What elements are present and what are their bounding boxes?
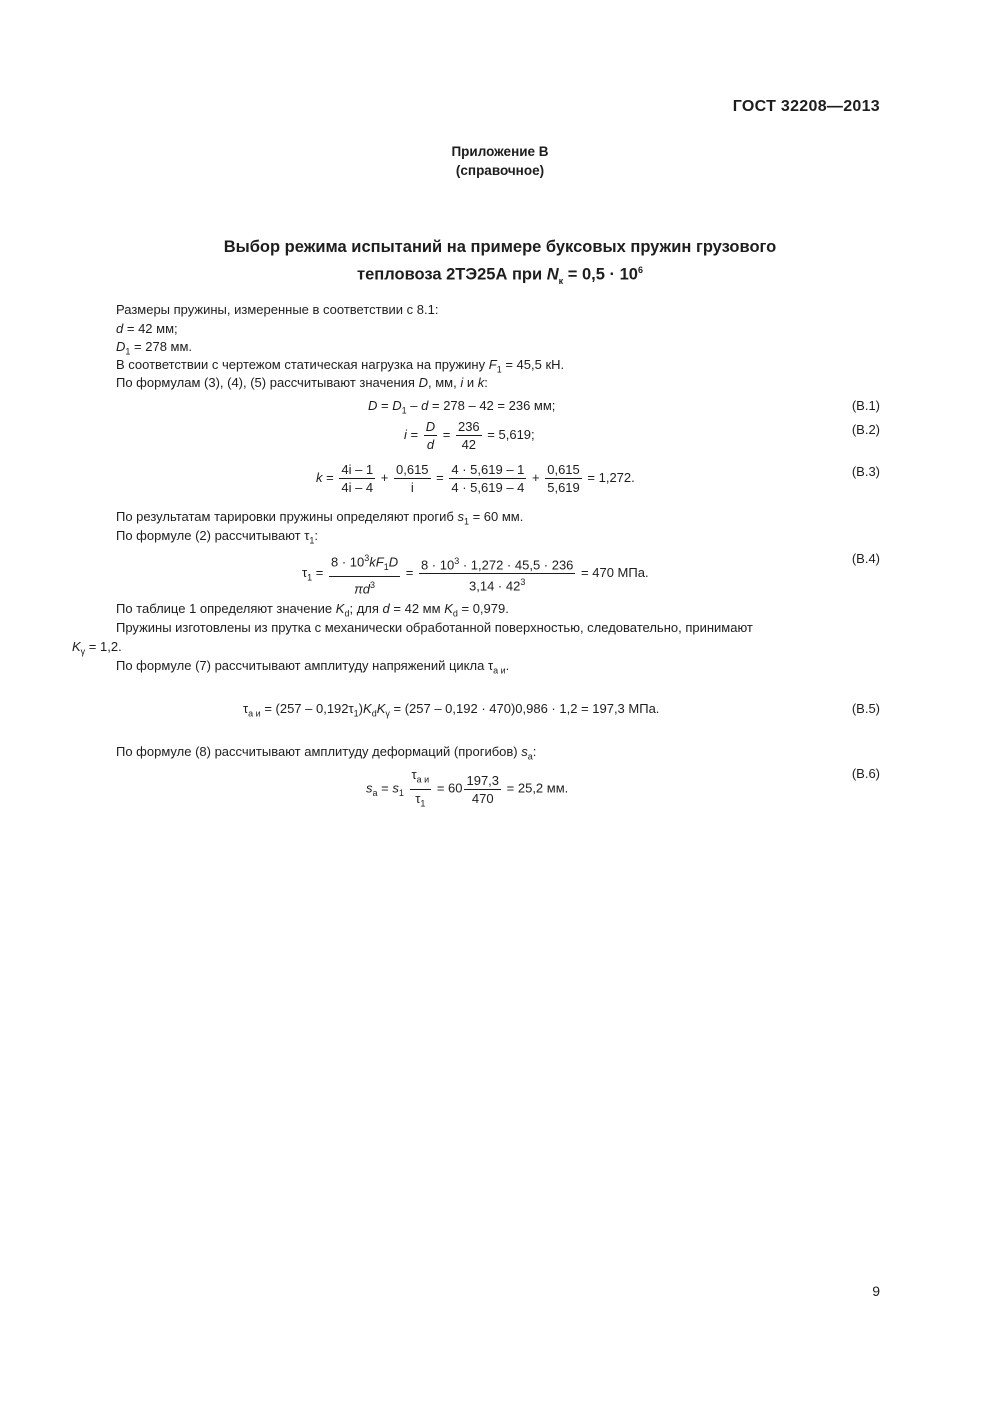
b3-f3-num: 4 · 5,619 – 1 [451,462,525,477]
b5-rest: = (257 – 0,192 · 470)0,986 · 1,2 = 197,3 МПа. [393,701,660,716]
b5-lhs: τ [243,701,249,716]
b4-f2-num-b: · 1,272 · 45,5 · 236 [459,557,574,573]
b1-d: d [421,398,429,413]
b1-eq: = [381,398,389,413]
b5-K1: K [363,701,372,716]
formula7-line [116,658,509,676]
b5-part2: ) [358,701,364,716]
b3-f3-den: 4 · 5,619 – 4 [451,480,525,495]
table-d-value: = 42 мм [393,601,441,616]
main-title-value: = 0,5 · 10 [567,265,638,284]
intro-load-text: В соответствии с чертежом статическая нагрузка на пружину [116,357,486,372]
intro-line5 [116,375,488,390]
b3-f2-num: 0,615 [396,462,429,477]
table-Kd2: K [444,601,453,616]
calib-line1 [116,509,523,527]
springs-line: Пружины изготовлены из прутка с механически обработанной поверхностью, следовательно, принимают [116,620,753,635]
intro-D1-var: D [116,339,126,354]
b1-minus: – [410,398,418,413]
equation-b4-number: (В.4) [851,551,880,566]
b2-eq2: = [442,426,451,442]
formula8-end: : [532,744,537,759]
intro-D1-value: = 278 мм. [134,339,193,354]
b5-part1: = (257 – 0,192τ [264,701,354,716]
table-d: d [382,601,390,616]
b6-f2-den: 470 [471,790,494,806]
appendix-heading [0,142,1000,180]
formula8-line [116,744,536,762]
intro-F1-var: F [488,357,497,372]
main-title-var: N [546,265,559,284]
b2-num1: D [425,419,436,434]
b6-s1: s [392,780,399,796]
b1-rest: = 278 – 42 = 236 мм; [431,398,556,413]
b3-result: = 1,272. [587,469,635,485]
intro-line1: Размеры пружины, измеренные в соответствии с 8.1: [116,302,439,317]
b4-f1-num-a: 8 · 10 [331,554,365,570]
equation-b5 [243,701,659,719]
intro-mm: , мм, [427,375,457,390]
b6-frac2 [464,772,501,807]
b2-result: = 5,619; [487,426,535,442]
b6-s1-sub: 1 [398,788,404,799]
b2-den1: d [426,437,435,452]
calib-s1-sub: 1 [463,516,469,527]
b4-f2-den: 3,14 · 42 [469,578,521,594]
intro-line4 [116,357,564,375]
table-line [116,601,509,619]
formula8-text: По формуле (8) рассчитывают амплитуду деформаций (прогибов) [116,744,518,759]
equation-b1 [368,398,555,416]
b2-den2: 42 [461,437,477,452]
main-title-var-sub: к [558,275,564,286]
b1-D-sub: 1 [401,405,407,416]
table-Kd-sub: d [344,608,350,619]
intro-F1-sub: 1 [496,364,502,375]
page-number: 9 [872,1283,880,1299]
b4-eq: = [315,565,324,581]
b1-lhs: D [368,398,378,413]
main-title [0,236,1000,293]
calib-value: = 60 мм. [472,509,524,524]
equation-b3-number: (В.3) [851,464,880,479]
b1-D: D [392,398,402,413]
intro-D1-sub: 1 [125,346,131,357]
b3-f4-num: 0,615 [547,462,580,477]
intro-k: k [477,375,485,390]
b4-f1-num-exp: 3 [364,553,370,563]
springs-line2 [72,639,122,657]
b2-frac2 [456,418,482,453]
calib-text: По результатам тарировки пружины определяют прогиб [116,509,454,524]
b4-lhs: τ [302,565,308,581]
intro-d-var: d [116,321,124,336]
formula8-s: s [521,744,528,759]
calib-line2-text: По формуле (2) рассчитывают [116,528,301,543]
b6-lhs-sub: а [372,788,378,799]
equation-b6-number: (В.6) [851,766,880,781]
b4-f1-den-exp: 3 [370,579,376,590]
formula7-text: По формуле (7) рассчитывают амплитуду напряжений цикла [116,658,485,673]
b4-frac2 [419,553,575,595]
b3-lhs: k [316,469,323,485]
b4-f2-num-a: 8 · 10 [420,557,455,573]
main-title-line2 [0,259,1000,293]
springs-K: K [72,639,81,654]
b6-f1-den: τ [415,790,421,806]
table-value: = 0,979. [461,601,509,616]
springs-K-sub: γ [80,646,86,657]
b3-frac3 [449,461,526,496]
b2-lhs: i [404,426,407,442]
b5-K2-sub: γ [385,708,390,719]
intro-colon: : [484,375,488,390]
b5-K2: K [376,701,386,716]
b6-frac1 [410,766,432,812]
b6-result: = 25,2 мм. [506,780,569,796]
b3-f2-den: i [410,480,414,495]
b3-plus1: + [380,469,389,485]
table-line-text: По таблице 1 определяют значение [116,601,333,616]
equation-b5-number: (В.5) [851,701,880,716]
main-title-line1: Выбор режима испытаний на примере буксовых пружин грузового [223,238,777,256]
table-Kd2-sub: d [452,608,458,619]
formula7-end: . [505,658,510,673]
equation-b3 [316,461,635,496]
b6-eq: = [381,780,389,796]
intro-D: D [418,375,428,390]
b4-f1-den: πd [354,581,371,597]
intro-F1-value: = 45,5 кН. [505,357,565,372]
table-mid: ; для [349,601,379,616]
formula7-tau: τ [487,658,494,673]
b3-f1-num: 4i – 1 [341,462,374,477]
b5-K1-sub: d [371,708,377,719]
b4-f1-num-b-sub: 1 [383,561,389,572]
main-title-exp: 6 [637,265,643,275]
intro-line2 [116,321,178,336]
intro-and: и [466,375,475,390]
b6-f1-num-sub: а и [416,774,430,785]
b3-plus2: + [532,469,540,485]
main-title-line2-prefix: тепловоза 2ТЭ25А при [357,265,543,284]
b3-eq: = [326,469,334,485]
calib-tau-sub: 1 [309,535,315,546]
b3-f4-den: 5,619 [547,480,580,495]
intro-line3 [116,339,192,357]
document-header: ГОСТ 32208—2013 [732,98,880,115]
intro-d-value: = 42 мм; [126,321,178,336]
springs-value: = 1,2. [88,639,122,654]
b4-result: = 470 МПа. [581,565,649,581]
b2-num2: 236 [457,419,480,434]
b3-eq2: = [436,469,444,485]
b2-frac1 [424,418,437,453]
intro-formulas-text: По формулам (3), (4), (5) рассчитывают значения [116,375,415,390]
b2-eq: = [410,426,419,442]
b4-eq2: = [405,565,414,581]
equation-b2 [404,418,535,453]
b6-lhs: s [366,780,373,796]
b4-f1-num-c: D [388,554,399,570]
b3-frac2 [394,461,431,496]
b3-f1-den: 4i – 4 [341,480,374,495]
b6-mid: = 60 [436,780,463,796]
appendix-subtitle: (справочное) [455,163,545,178]
b3-frac1 [339,461,375,496]
b4-f2-den-exp: 3 [520,577,526,588]
table-Kd: K [335,601,345,616]
equation-b4 [302,550,649,597]
b4-f2-num-exp: 3 [454,555,460,566]
calib-line2 [116,528,318,546]
b5-part1-sub: 1 [353,708,359,719]
b6-f1-den-sub: 1 [420,798,426,809]
b3-frac4 [545,461,582,496]
calib-tau: τ [304,528,310,543]
b4-f1-num-b: kF [369,554,384,570]
intro-i: i [460,375,464,390]
calib-s1: s [457,509,464,524]
equation-b2-number: (В.2) [851,422,880,437]
equation-b1-number: (В.1) [851,398,880,413]
b4-frac1 [329,550,400,597]
formula8-s-sub: а [527,751,533,762]
formula7-tau-sub: а и [493,665,506,676]
equation-b6 [366,766,568,812]
b4-lhs-sub: 1 [307,572,313,583]
b6-f2-num: 197,3 [466,772,500,788]
b6-f1-num: τ [411,767,417,782]
b5-lhs-sub: а и [248,708,261,719]
calib-colon: : [314,528,319,543]
appendix-title: Приложение В [451,144,549,159]
